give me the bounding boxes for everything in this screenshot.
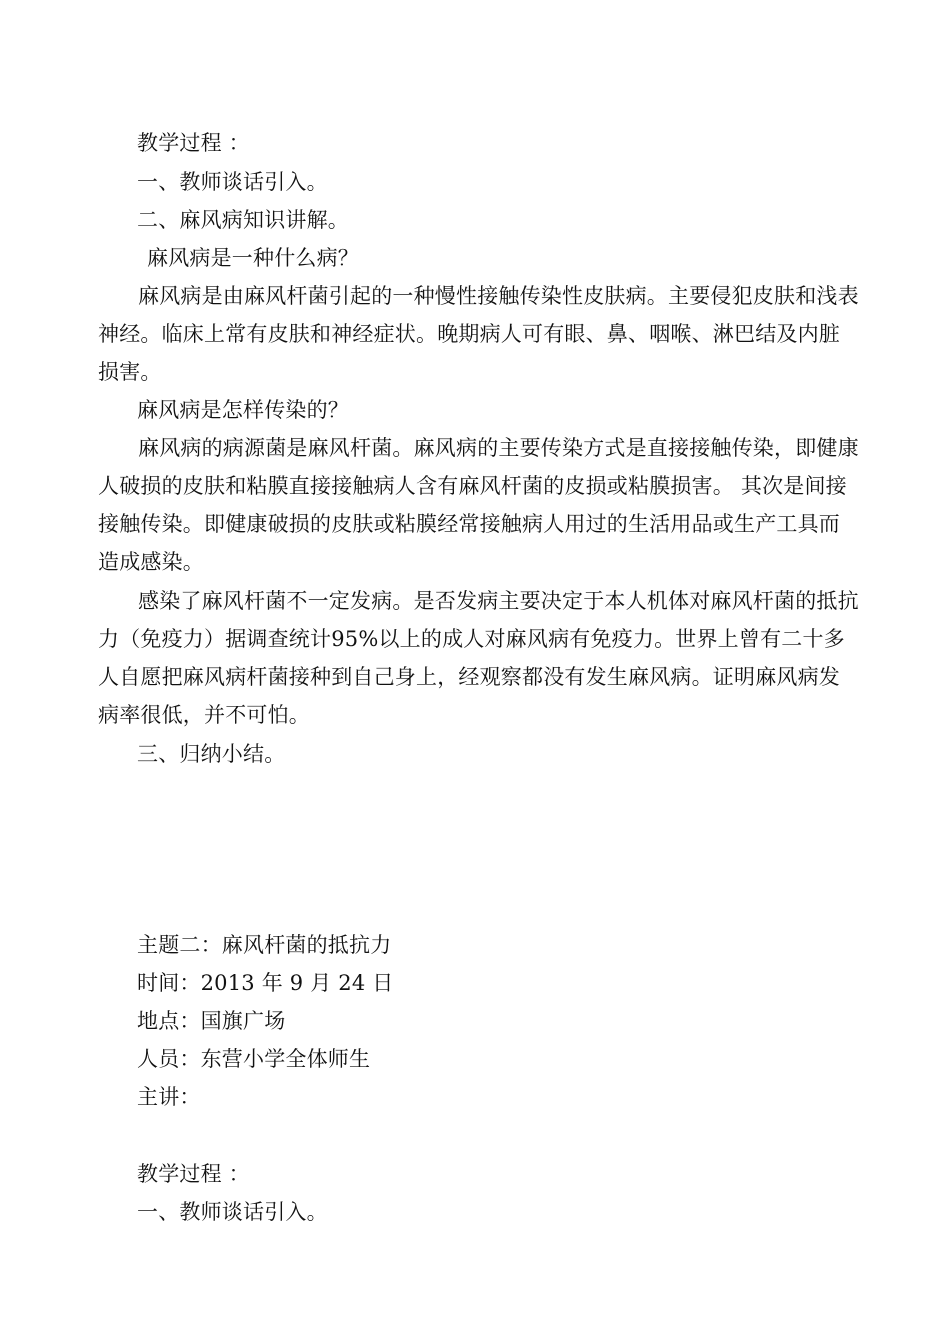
speaker-field: 主讲： <box>137 1085 201 1109</box>
theme-two-title: 主题二：麻风杆菌的抵抗力 <box>137 933 392 957</box>
people-field: 人员：东营小学全体师生 <box>137 1047 371 1071</box>
question-what-is-leprosy: 麻风病是一种什么病？ <box>147 246 359 270</box>
answer-what-is-leprosy: 麻风病是由麻风杆菌引起的一种慢性接触传染性皮肤病。主要侵犯皮肤和浅表神经。临床上常有皮肤和神经症状。晚期病人可有眼、鼻、咽喉、淋巴结及内脏损害。 <box>98 284 859 384</box>
place-field: 地点：国旗广场 <box>137 1009 286 1033</box>
time-field: 时间：2013 年 9 月 24 日 <box>137 971 394 995</box>
step-one-intro: 一、教师谈话引入。 <box>137 170 328 194</box>
question-how-transmitted: 麻风病是怎样传染的？ <box>137 398 349 422</box>
teaching-process-heading-2: 教学过程 ： <box>137 1162 250 1186</box>
step-one-intro-2: 一、教师谈话引入。 <box>137 1200 328 1224</box>
step-two-knowledge: 二、麻风病知识讲解。 <box>137 208 349 232</box>
step-three-summary: 三、归纳小结。 <box>137 742 286 766</box>
paragraph-immunity: 感染了麻风杆菌不一定发病。是否发病主要决定于本人机体对麻风杆菌的抵抗力（免疫力）据调查统计95%以上的成人对麻风病有免疫力。世界上曾有二十多人自愿把麻风病杆菌接种到自己身上，经观察都没有发生麻风病。证明麻风病发病率很低，并不可怕。 <box>98 589 859 727</box>
answer-how-transmitted: 麻风病的病源菌是麻风杆菌。麻风病的主要传染方式是直接接触传染，即健康人破损的皮肤和粘膜直接接触病人含有麻风杆菌的皮损或粘膜损害。 其次是间接接触传染。即健康破损的皮肤或粘膜经常接触病人用过的生活用品或生产工具而造成感染。 <box>98 436 859 574</box>
teaching-process-heading: 教学过程 ： <box>137 131 250 155</box>
